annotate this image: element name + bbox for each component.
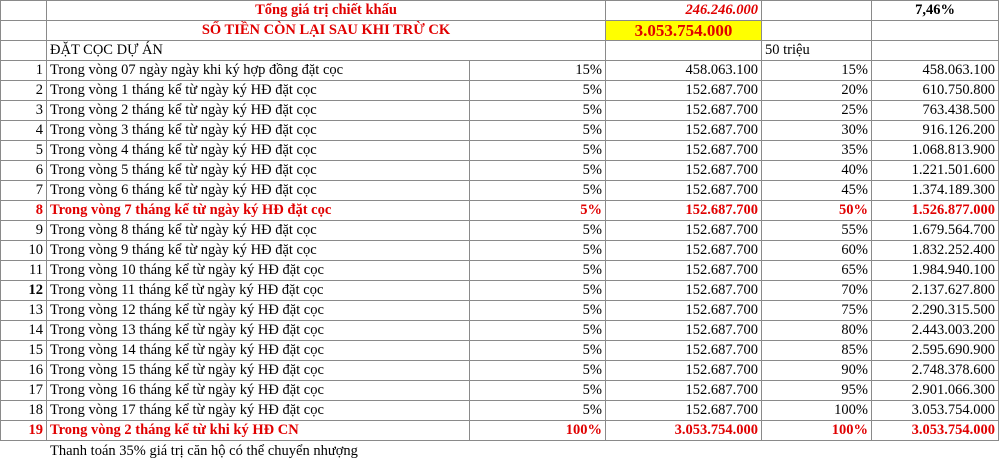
row-cumulative-percent[interactable]: 20% [762,81,872,101]
row-cumulative-percent[interactable]: 100% [762,421,872,441]
row-description[interactable]: Trong vòng 12 tháng kể từ ngày ký HĐ đặt cọc [47,301,470,321]
row-percent[interactable]: 5% [470,301,606,321]
table-row [1,81,999,101]
row-amount[interactable]: 152.687.700 [606,121,762,141]
row-cumulative-percent[interactable]: 35% [762,141,872,161]
table-row [1,421,999,441]
row-description[interactable]: Trong vòng 15 tháng kể từ ngày ký HĐ đặt cọc [47,361,470,381]
row-amount[interactable]: 152.687.700 [606,321,762,341]
row-number[interactable]: 10 [1,241,47,261]
cell-blank[interactable] [872,41,999,61]
row-cumulative-percent[interactable]: 65% [762,261,872,281]
row-percent[interactable]: 15% [470,61,606,81]
discount-value[interactable]: 246.246.000 [606,1,762,21]
deposit-amount[interactable]: 50 triệu [762,41,872,61]
row-cumulative-amount[interactable]: 458.063.100 [872,61,999,81]
remaining-label[interactable]: SỐ TIỀN CÒN LẠI SAU KHI TRỪ CK [47,21,606,41]
row-amount[interactable]: 152.687.700 [606,381,762,401]
row-cumulative-amount[interactable]: 916.126.200 [872,121,999,141]
table-row [1,241,999,261]
row-cumulative-amount[interactable]: 1.679.564.700 [872,221,999,241]
cell-blank[interactable] [1,1,47,21]
row-amount[interactable]: 152.687.700 [606,281,762,301]
row-number[interactable]: 17 [1,381,47,401]
remaining-row [1,21,999,41]
row-cumulative-percent[interactable]: 50% [762,201,872,221]
row-cumulative-percent[interactable]: 40% [762,161,872,181]
row-cumulative-amount[interactable]: 2.595.690.900 [872,341,999,361]
discount-label[interactable]: Tổng giá trị chiết khấu [47,1,606,21]
row-number[interactable]: 18 [1,401,47,421]
row-percent[interactable]: 5% [470,341,606,361]
row-description[interactable]: Trong vòng 16 tháng kể từ ngày ký HĐ đặt cọc [47,381,470,401]
row-number[interactable]: 14 [1,321,47,341]
row-cumulative-amount[interactable]: 3.053.754.000 [872,401,999,421]
deposit-label[interactable]: ĐẶT CỌC DỰ ÁN [47,41,606,61]
row-cumulative-percent[interactable]: 95% [762,381,872,401]
row-description[interactable]: Trong vòng 2 tháng kể từ ngày ký HĐ đặt cọc [47,101,470,121]
table-row [1,401,999,421]
row-percent[interactable]: 5% [470,81,606,101]
row-percent[interactable]: 5% [470,401,606,421]
row-description[interactable]: Trong vòng 4 tháng kể từ ngày ký HĐ đặt cọc [47,141,470,161]
row-description[interactable]: Trong vòng 5 tháng kể từ ngày ký HĐ đặt cọc [47,161,470,181]
row-number[interactable]: 6 [1,161,47,181]
row-amount[interactable]: 152.687.700 [606,101,762,121]
row-cumulative-percent[interactable]: 55% [762,221,872,241]
row-cumulative-amount[interactable]: 1.984.940.100 [872,261,999,281]
row-percent[interactable]: 100% [470,421,606,441]
table-row [1,141,999,161]
row-amount[interactable]: 152.687.700 [606,181,762,201]
row-cumulative-amount[interactable]: 2.748.378.600 [872,361,999,381]
row-cumulative-amount[interactable]: 2.137.627.800 [872,281,999,301]
row-cumulative-percent[interactable]: 70% [762,281,872,301]
discount-row [1,1,999,21]
table-row [1,321,999,341]
row-number[interactable]: 5 [1,141,47,161]
row-cumulative-percent[interactable]: 100% [762,401,872,421]
row-percent[interactable]: 5% [470,241,606,261]
row-description[interactable]: Trong vòng 7 tháng kể từ ngày ký HĐ đặt cọc [47,201,470,221]
table-row [1,361,999,381]
row-description[interactable]: Trong vòng 10 tháng kể từ ngày ký HĐ đặt cọc [47,261,470,281]
row-number[interactable]: 1 [1,61,47,81]
row-number[interactable]: 8 [1,201,47,221]
row-description[interactable]: Trong vòng 9 tháng kể từ ngày ký HĐ đặt cọc [47,241,470,261]
row-number[interactable]: 15 [1,341,47,361]
cell-blank[interactable] [606,41,762,61]
row-cumulative-amount[interactable]: 2.901.066.300 [872,381,999,401]
row-percent[interactable]: 5% [470,361,606,381]
row-cumulative-amount[interactable]: 3.053.754.000 [872,421,999,441]
row-percent[interactable]: 5% [470,281,606,301]
row-cumulative-percent[interactable]: 75% [762,301,872,321]
row-cumulative-amount[interactable]: 1.832.252.400 [872,241,999,261]
row-cumulative-percent[interactable]: 85% [762,341,872,361]
table-row [1,101,999,121]
cell-blank[interactable] [762,1,872,21]
row-description[interactable]: Trong vòng 11 tháng kể từ ngày ký HĐ đặt cọc [47,281,470,301]
row-cumulative-amount[interactable]: 1.221.501.600 [872,161,999,181]
row-amount[interactable]: 152.687.700 [606,221,762,241]
table-row [1,121,999,141]
row-percent[interactable]: 5% [470,141,606,161]
row-cumulative-amount[interactable]: 610.750.800 [872,81,999,101]
row-percent[interactable]: 5% [470,381,606,401]
row-amount[interactable]: 152.687.700 [606,81,762,101]
table-row [1,301,999,321]
row-description[interactable]: Trong vòng 8 tháng kể từ ngày ký HĐ đặt cọc [47,221,470,241]
row-description[interactable]: Trong vòng 14 tháng kể từ ngày ký HĐ đặt cọc [47,341,470,361]
row-number[interactable]: 4 [1,121,47,141]
table-row [1,281,999,301]
row-cumulative-amount[interactable]: 1.374.189.300 [872,181,999,201]
remaining-value[interactable]: 3.053.754.000 [606,21,762,41]
row-number[interactable]: 7 [1,181,47,201]
row-percent[interactable]: 5% [470,221,606,241]
row-number[interactable]: 13 [1,301,47,321]
row-amount[interactable]: 152.687.700 [606,141,762,161]
table-row [1,181,999,201]
row-percent[interactable]: 5% [470,201,606,221]
row-cumulative-percent[interactable]: 25% [762,101,872,121]
row-percent[interactable]: 5% [470,181,606,201]
table-row [1,161,999,181]
cell-blank[interactable] [1,41,47,61]
row-amount[interactable]: 152.687.700 [606,161,762,181]
table-row [1,61,999,81]
row-number[interactable]: 11 [1,261,47,281]
table-row [1,201,999,221]
table-row [1,261,999,281]
row-amount[interactable]: 152.687.700 [606,301,762,321]
row-cumulative-percent[interactable]: 45% [762,181,872,201]
row-cumulative-amount[interactable]: 763.438.500 [872,101,999,121]
row-percent[interactable]: 5% [470,121,606,141]
row-cumulative-percent[interactable]: 80% [762,321,872,341]
row-amount[interactable]: 152.687.700 [606,261,762,281]
row-number[interactable]: 3 [1,101,47,121]
table-row [1,221,999,241]
row-amount[interactable]: 152.687.700 [606,401,762,421]
row-description[interactable]: Trong vòng 07 ngày ngày khi ký hợp đồng đặt cọc [47,61,470,81]
row-cumulative-percent[interactable]: 30% [762,121,872,141]
row-amount[interactable]: 152.687.700 [606,361,762,381]
row-number[interactable]: 12 [1,281,47,301]
row-cumulative-amount[interactable]: 1.068.813.900 [872,141,999,161]
table-row [1,341,999,361]
cell-blank[interactable] [762,21,872,41]
row-percent[interactable]: 5% [470,161,606,181]
row-percent[interactable]: 5% [470,261,606,281]
row-description[interactable]: Trong vòng 2 tháng kể từ khi ký HĐ CN [47,421,470,441]
row-cumulative-amount[interactable]: 2.443.003.200 [872,321,999,341]
row-cumulative-amount[interactable]: 1.526.877.000 [872,201,999,221]
row-description[interactable]: Trong vòng 1 tháng kể từ ngày ký HĐ đặt cọc [47,81,470,101]
row-amount[interactable]: 458.063.100 [606,61,762,81]
row-description[interactable]: Trong vòng 17 tháng kể từ ngày ký HĐ đặt cọc [47,401,470,421]
cell-blank[interactable] [1,21,47,41]
row-number[interactable]: 2 [1,81,47,101]
row-percent[interactable]: 5% [470,101,606,121]
row-cumulative-percent[interactable]: 15% [762,61,872,81]
row-description[interactable]: Trong vòng 3 tháng kể từ ngày ký HĐ đặt cọc [47,121,470,141]
row-cumulative-percent[interactable]: 90% [762,361,872,381]
row-cumulative-percent[interactable]: 60% [762,241,872,261]
row-number[interactable]: 19 [1,421,47,441]
row-amount[interactable]: 3.053.754.000 [606,421,762,441]
row-amount[interactable]: 152.687.700 [606,201,762,221]
row-cumulative-amount[interactable]: 2.290.315.500 [872,301,999,321]
cell-blank[interactable] [872,21,999,41]
footer-note: Thanh toán 35% giá trị căn hộ có thể chuyển nhượng [50,443,358,459]
row-description[interactable]: Trong vòng 6 tháng kể từ ngày ký HĐ đặt cọc [47,181,470,201]
discount-percent[interactable]: 7,46% [872,1,999,21]
row-description[interactable]: Trong vòng 13 tháng kể từ ngày ký HĐ đặt cọc [47,321,470,341]
row-number[interactable]: 9 [1,221,47,241]
table-row [1,381,999,401]
row-percent[interactable]: 5% [470,321,606,341]
deposit-row [1,41,999,61]
row-amount[interactable]: 152.687.700 [606,341,762,361]
row-number[interactable]: 16 [1,361,47,381]
row-amount[interactable]: 152.687.700 [606,241,762,261]
